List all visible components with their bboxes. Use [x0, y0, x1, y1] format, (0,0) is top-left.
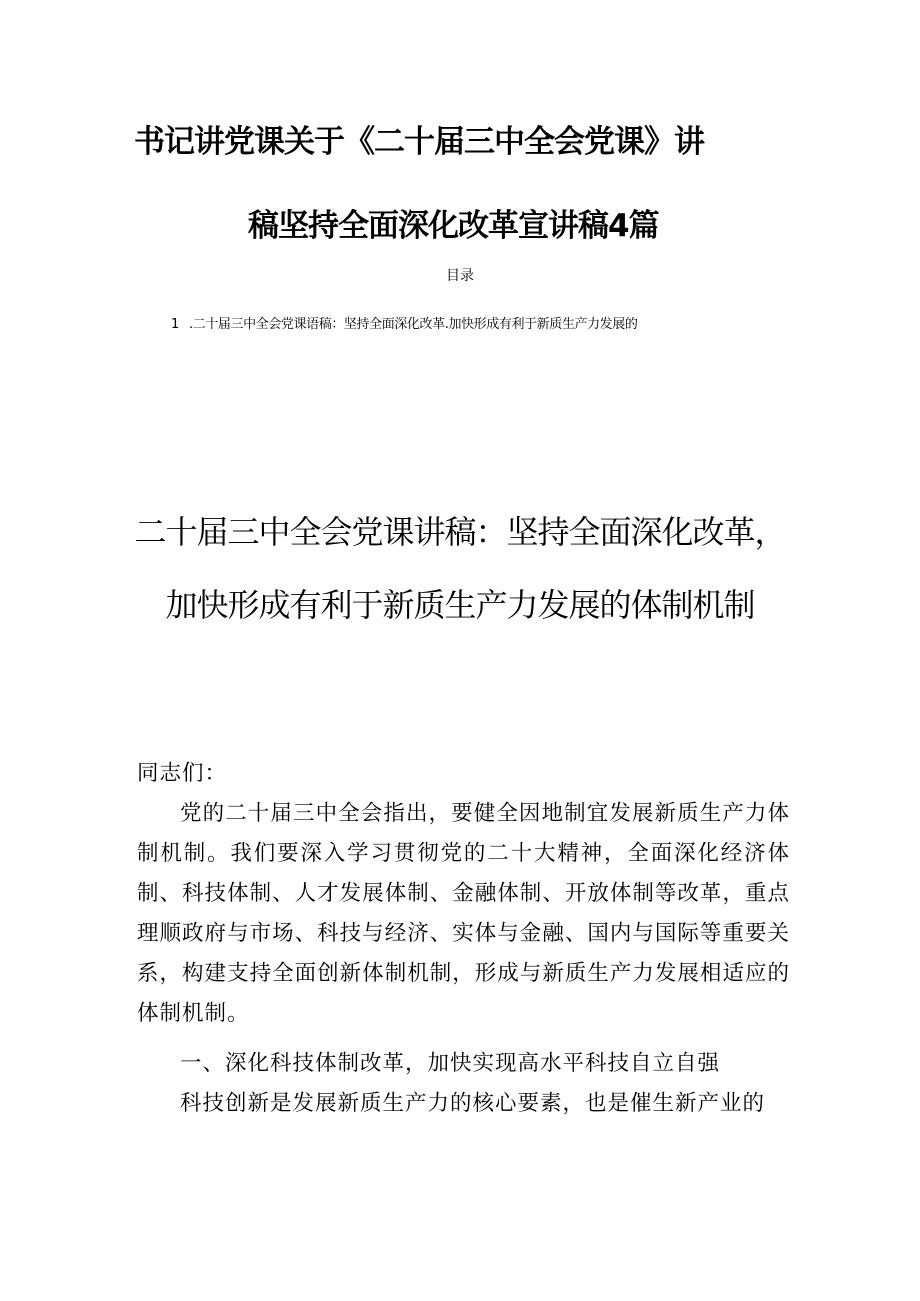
toc-entry-text: .二十届三中全会党课语稿：坚持全面深化改革.加快形成有利于新质生产力发展的	[189, 317, 638, 332]
body-text	[137, 754, 790, 1124]
paragraph: 科技创新是发展新质生产力的核心要素，也是催生新产业的	[180, 1091, 766, 1116]
paragraph: 党的二十届三中全会指出，要健全因地制宜发展新质生产力体制机制。我们要深入学习贯彻党的二十大精神，全面深化经济体制、科技体制、人才发展体制、金融体制、开放体制等改革，重点理顺政府与市场、科技与经济、实体与金融、国内与国际等重要关系，构建支持全面创新体制机制，形成与新质生产力发展相适应的体制机制。	[137, 801, 790, 1026]
subheading: 一、深化科技体制改革，加快实现高水平科技自立自强	[180, 1051, 721, 1076]
toc-heading: 目录	[446, 268, 474, 284]
greeting: 同志们：	[137, 761, 228, 786]
document-title-line-1: 书记讲党课关于《二十届三中全会党课》讲	[134, 124, 704, 160]
section-title: 二十届三中全会党课讲稿：坚持全面深化改革，加快形成有利于新质生产力发展的体制机制	[134, 513, 786, 624]
toc-entry[interactable]	[171, 314, 771, 336]
toc-entry-number: 1	[171, 317, 180, 332]
document-title-line-2: 稿坚持全面深化改革宣讲稿4篇	[248, 208, 659, 244]
